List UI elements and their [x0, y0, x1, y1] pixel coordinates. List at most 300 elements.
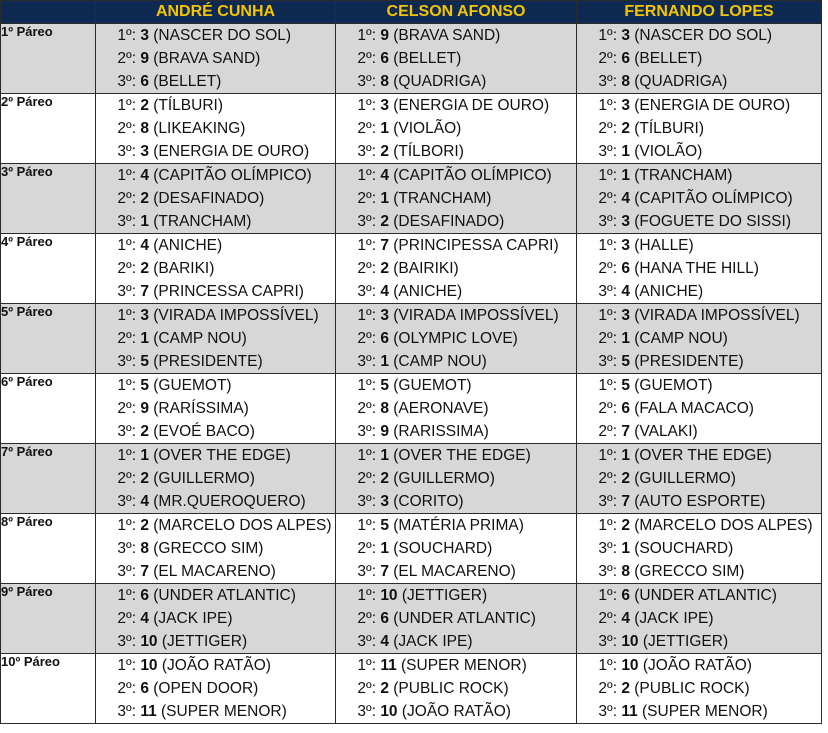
horse-number: 2: [140, 423, 149, 440]
tipster-picks-cell: [577, 514, 822, 584]
horse-name: (EL MACARENO): [393, 563, 516, 580]
pick-position: 1º:: [598, 97, 617, 114]
pick-line: [336, 467, 576, 490]
tipster-picks-cell: [336, 24, 577, 94]
horse-number: 11: [140, 703, 157, 720]
pick-line: [577, 420, 821, 443]
race-label: 9º Páreo: [1, 584, 96, 654]
pick-line: [96, 490, 335, 513]
horse-name: (QUADRIGA): [393, 73, 487, 90]
pick-line: [336, 560, 576, 583]
pick-line: [336, 94, 576, 117]
races-body: [1, 24, 822, 724]
horse-number: 2: [140, 470, 149, 487]
horse-name: (DESAFINADO): [393, 213, 505, 230]
race-row: [1, 654, 822, 724]
horse-number: 9: [140, 50, 149, 67]
pick-line: [336, 117, 576, 140]
pick-position: 1º:: [357, 27, 376, 44]
pick-line: [577, 187, 821, 210]
horse-name: (CAPITÃO OLÍMPICO): [153, 167, 312, 184]
pick-line: [577, 467, 821, 490]
horse-name: (TRANCHAM): [393, 190, 492, 207]
pick-line: [336, 397, 576, 420]
tipster-picks-cell: [577, 304, 822, 374]
pick-line: [336, 537, 576, 560]
horse-name: (NASCER DO SOL): [153, 27, 292, 44]
race-label: 2º Páreo: [1, 94, 96, 164]
race-label: 3º Páreo: [1, 164, 96, 234]
pick-position: 2º:: [598, 50, 617, 67]
horse-name: (MATÉRIA PRIMA): [393, 517, 524, 534]
horse-number: 1: [140, 213, 149, 230]
horse-name: (OVER THE EDGE): [634, 447, 772, 464]
horse-number: 8: [621, 73, 630, 90]
horse-number: 9: [140, 400, 149, 417]
horse-name: (JOÃO RATÃO): [161, 657, 271, 674]
horse-name: (TÍLBURI): [153, 97, 223, 114]
horse-number: 5: [140, 377, 149, 394]
race-label: 5º Páreo: [1, 304, 96, 374]
pick-position: 1º:: [357, 237, 376, 254]
horse-name: (VIRADA IMPOSSÍVEL): [634, 307, 800, 324]
pick-line: [577, 70, 821, 93]
pick-position: 2º:: [357, 680, 376, 697]
pick-line: [336, 164, 576, 187]
race-row: [1, 304, 822, 374]
tipster-picks-cell: [336, 514, 577, 584]
horse-name: (AUTO ESPORTE): [634, 493, 766, 510]
horse-name: (JOÃO RATÃO): [401, 703, 511, 720]
horse-number: 3: [621, 97, 630, 114]
horse-number: 10: [140, 633, 158, 650]
pick-line: [577, 210, 821, 233]
horse-name: (JOÃO RATÃO): [642, 657, 752, 674]
tipster-picks-cell: [96, 164, 336, 234]
pick-position: 1º:: [357, 97, 376, 114]
pick-position: 3º:: [357, 73, 376, 90]
pick-position: 2º:: [117, 120, 136, 137]
horse-name: (CAMP NOU): [393, 353, 487, 370]
horse-name: (BELLET): [153, 73, 222, 90]
pick-position: 2º:: [117, 680, 136, 697]
horse-number: 1: [140, 330, 149, 347]
pick-position: 2º:: [357, 120, 376, 137]
race-row: [1, 374, 822, 444]
pick-position: 3º:: [598, 73, 617, 90]
pick-position: 1º:: [117, 587, 136, 604]
tipster-picks-cell: [96, 374, 336, 444]
horse-number: 3: [621, 307, 630, 324]
horse-name: (SOUCHARD): [393, 540, 493, 557]
race-label: 6º Páreo: [1, 374, 96, 444]
horse-number: 7: [140, 563, 149, 580]
horse-name: (BELLET): [393, 50, 462, 67]
horse-number: 2: [380, 680, 389, 697]
pick-position: 1º:: [598, 377, 617, 394]
tipster-picks-cell: [96, 444, 336, 514]
pick-line: [336, 700, 576, 723]
horse-number: 1: [380, 190, 389, 207]
tipster-picks-cell: [336, 304, 577, 374]
horse-name: (FALA MACACO): [634, 400, 754, 417]
pick-position: 2º:: [357, 610, 376, 627]
horse-number: 1: [140, 447, 149, 464]
pick-line: [577, 560, 821, 583]
pick-line: [577, 140, 821, 163]
tipster-picks-cell: [336, 444, 577, 514]
horse-name: (MR.QUEROQUERO): [153, 493, 306, 510]
pick-line: [96, 304, 335, 327]
pick-line: [577, 490, 821, 513]
pick-position: 2º:: [357, 50, 376, 67]
pick-position: 1º:: [357, 657, 376, 674]
horse-number: 1: [380, 120, 389, 137]
horse-name: (FOGUETE DO SISSI): [634, 213, 791, 230]
pick-line: [577, 24, 821, 47]
pick-position: 1º:: [357, 587, 376, 604]
pick-position: 3º:: [117, 563, 136, 580]
pick-position: 2º:: [117, 50, 136, 67]
pick-line: [96, 584, 335, 607]
pick-line: [336, 677, 576, 700]
pick-position: 2º:: [117, 610, 136, 627]
pick-position: 2º:: [357, 330, 376, 347]
header-fernando-lopes: FERNANDO LOPES: [577, 1, 822, 24]
pick-line: [577, 47, 821, 70]
pick-position: 3º:: [117, 540, 136, 557]
horse-number: 5: [140, 353, 149, 370]
pick-position: 2º:: [357, 260, 376, 277]
horse-name: (AERONAVE): [393, 400, 489, 417]
pick-line: [336, 420, 576, 443]
horse-name: (SOUCHARD): [634, 540, 734, 557]
pick-position: 1º:: [598, 657, 617, 674]
horse-number: 9: [380, 423, 389, 440]
horse-number: 5: [380, 377, 389, 394]
pick-line: [577, 677, 821, 700]
horse-name: (VIRADA IMPOSSÍVEL): [393, 307, 559, 324]
horse-number: 2: [380, 470, 389, 487]
horse-number: 2: [380, 143, 389, 160]
pick-line: [577, 94, 821, 117]
pick-position: 3º:: [598, 563, 617, 580]
horse-number: 4: [140, 237, 149, 254]
horse-name: (CAPITÃO OLÍMPICO): [393, 167, 552, 184]
pick-position: 1º:: [117, 377, 136, 394]
horse-name: (TRANCHAM): [153, 213, 252, 230]
pick-line: [336, 187, 576, 210]
pick-position: 1º:: [117, 97, 136, 114]
pick-line: [577, 117, 821, 140]
horse-name: (RARISSIMA): [393, 423, 489, 440]
pick-line: [96, 187, 335, 210]
horse-number: 3: [380, 97, 389, 114]
horse-number: 5: [621, 353, 630, 370]
horse-name: (JACK IPE): [393, 633, 473, 650]
pick-position: 3º:: [357, 353, 376, 370]
pick-position: 3º:: [117, 73, 136, 90]
pick-line: [96, 327, 335, 350]
horse-name: (JETTIGER): [161, 633, 248, 650]
horse-name: (GUEMOT): [634, 377, 713, 394]
horse-number: 2: [621, 680, 630, 697]
pick-position: 3º:: [357, 703, 376, 720]
horse-number: 6: [380, 50, 389, 67]
race-row: [1, 584, 822, 654]
horse-name: (ENERGIA DE OURO): [634, 97, 791, 114]
pick-position: 3º:: [357, 493, 376, 510]
pick-position: 1º:: [598, 27, 617, 44]
pick-line: [577, 374, 821, 397]
tipster-picks-cell: [336, 374, 577, 444]
pick-line: [96, 700, 335, 723]
pick-line: [96, 537, 335, 560]
horse-number: 4: [140, 493, 149, 510]
pick-line: [336, 350, 576, 373]
tipster-picks-cell: [577, 94, 822, 164]
pick-line: [577, 654, 821, 677]
horse-name: (ENERGIA DE OURO): [393, 97, 550, 114]
pick-position: 3º:: [598, 633, 617, 650]
horse-number: 8: [140, 120, 149, 137]
pick-line: [96, 654, 335, 677]
pick-position: 1º:: [117, 27, 136, 44]
horse-number: 2: [140, 97, 149, 114]
horse-number: 2: [140, 517, 149, 534]
pick-line: [336, 630, 576, 653]
pick-line: [96, 70, 335, 93]
horse-name: (BELLET): [634, 50, 703, 67]
tipster-picks-cell: [577, 374, 822, 444]
pick-position: 3º:: [117, 213, 136, 230]
pick-position: 2º:: [598, 400, 617, 417]
horse-number: 3: [621, 27, 630, 44]
pick-position: 3º:: [598, 283, 617, 300]
pick-line: [336, 607, 576, 630]
pick-line: [96, 444, 335, 467]
pick-line: [96, 374, 335, 397]
pick-line: [336, 24, 576, 47]
horse-number: 7: [380, 563, 389, 580]
pick-line: [577, 444, 821, 467]
race-label: 10º Páreo: [1, 654, 96, 724]
pick-line: [336, 584, 576, 607]
pick-line: [336, 327, 576, 350]
horse-name: (LIKEAKING): [153, 120, 246, 137]
race-row: [1, 164, 822, 234]
horse-name: (BRAVA SAND): [393, 27, 501, 44]
pick-position: 3º:: [357, 563, 376, 580]
pick-line: [577, 537, 821, 560]
horse-number: 3: [380, 493, 389, 510]
horse-number: 5: [621, 377, 630, 394]
horse-name: (VALAKI): [634, 423, 698, 440]
horse-number: 8: [621, 563, 630, 580]
pick-position: 2º:: [598, 423, 617, 440]
horse-name: (OPEN DOOR): [153, 680, 259, 697]
pick-line: [96, 140, 335, 163]
pick-line: [336, 280, 576, 303]
horse-name: (BAIRIKI): [393, 260, 459, 277]
pick-position: 3º:: [357, 423, 376, 440]
horse-number: 1: [621, 540, 630, 557]
horse-number: 11: [380, 657, 397, 674]
horse-number: 4: [380, 167, 389, 184]
pick-line: [336, 140, 576, 163]
pick-position: 2º:: [598, 190, 617, 207]
horse-name: (DESAFINADO): [153, 190, 265, 207]
horse-name: (OVER THE EDGE): [393, 447, 531, 464]
horse-name: (CAMP NOU): [153, 330, 247, 347]
horse-number: 2: [621, 470, 630, 487]
tipster-picks-cell: [577, 584, 822, 654]
pick-line: [96, 677, 335, 700]
pick-line: [96, 607, 335, 630]
horse-number: 2: [380, 213, 389, 230]
pick-line: [336, 47, 576, 70]
pick-position: 3º:: [598, 493, 617, 510]
horse-name: (ANICHE): [634, 283, 704, 300]
horse-number: 3: [140, 143, 149, 160]
horse-name: (HANA THE HILL): [634, 260, 759, 277]
pick-position: 2º:: [357, 190, 376, 207]
horse-name: (RARÍSSIMA): [153, 400, 249, 417]
pick-line: [336, 444, 576, 467]
horse-name: (QUADRIGA): [634, 73, 728, 90]
horse-number: 6: [380, 330, 389, 347]
tipster-picks-cell: [336, 164, 577, 234]
tipster-picks-cell: [577, 164, 822, 234]
pick-line: [336, 374, 576, 397]
horse-number: 6: [380, 610, 389, 627]
race-label: 1º Páreo: [1, 24, 96, 94]
horse-name: (GUILLERMO): [153, 470, 255, 487]
pick-line: [577, 397, 821, 420]
horse-name: (JETTIGER): [642, 633, 729, 650]
horse-name: (PUBLIC ROCK): [634, 680, 750, 697]
horse-number: 3: [140, 27, 149, 44]
tipster-picks-cell: [336, 234, 577, 304]
pick-line: [577, 257, 821, 280]
pick-position: 2º:: [598, 470, 617, 487]
horse-name: (MARCELO DOS ALPES): [634, 517, 813, 534]
horse-number: 6: [621, 50, 630, 67]
race-row: [1, 234, 822, 304]
pick-position: 2º:: [117, 260, 136, 277]
horse-name: (PRESIDENTE): [634, 353, 744, 370]
horse-number: 4: [380, 633, 389, 650]
pick-position: 3º:: [598, 213, 617, 230]
horse-name: (PRESIDENTE): [153, 353, 263, 370]
pick-line: [336, 70, 576, 93]
tipster-picks-cell: [577, 24, 822, 94]
horse-number: 1: [380, 353, 389, 370]
horse-name: (JACK IPE): [634, 610, 714, 627]
horse-name: (SUPER MENOR): [642, 703, 768, 720]
pick-position: 3º:: [357, 633, 376, 650]
horse-name: (GRECCO SIM): [634, 563, 745, 580]
horse-name: (TRANCHAM): [634, 167, 733, 184]
pick-position: 3º:: [598, 540, 617, 557]
horse-number: 7: [140, 283, 149, 300]
horse-number: 4: [621, 283, 630, 300]
pick-position: 3º:: [357, 143, 376, 160]
pick-position: 3º:: [357, 213, 376, 230]
horse-name: (VIOLÃO): [393, 120, 462, 137]
horse-number: 11: [621, 703, 638, 720]
pick-position: 1º:: [117, 517, 136, 534]
pick-position: 2º:: [598, 330, 617, 347]
horse-name: (ENERGIA DE OURO): [153, 143, 310, 160]
horse-name: (OVER THE EDGE): [153, 447, 291, 464]
pick-position: 1º:: [598, 447, 617, 464]
horse-number: 1: [621, 330, 630, 347]
horse-name: (OLYMPIC LOVE): [393, 330, 518, 347]
pick-line: [577, 350, 821, 373]
pick-line: [336, 210, 576, 233]
horse-name: (GUILLERMO): [634, 470, 736, 487]
pick-position: 1º:: [598, 167, 617, 184]
pick-line: [96, 467, 335, 490]
tipster-picks-cell: [577, 234, 822, 304]
horse-name: (UNDER ATLANTIC): [634, 587, 777, 604]
horse-number: 2: [621, 120, 630, 137]
race-label: 7º Páreo: [1, 444, 96, 514]
horse-name: (BRAVA SAND): [153, 50, 261, 67]
pick-position: 1º:: [357, 517, 376, 534]
tipster-picks-cell: [336, 654, 577, 724]
horse-name: (UNDER ATLANTIC): [393, 610, 536, 627]
horse-name: (MARCELO DOS ALPES): [153, 517, 332, 534]
pick-position: 1º:: [598, 517, 617, 534]
horse-number: 8: [140, 540, 149, 557]
pick-position: 2º:: [357, 470, 376, 487]
horse-number: 10: [380, 587, 398, 604]
pick-position: 2º:: [117, 330, 136, 347]
horse-number: 4: [621, 190, 630, 207]
pick-position: 1º:: [598, 237, 617, 254]
horse-number: 2: [621, 517, 630, 534]
horse-name: (PRINCESSA CAPRI): [153, 283, 304, 300]
pick-line: [577, 630, 821, 653]
horse-number: 7: [621, 423, 630, 440]
header-andre-cunha: ANDRÉ CUNHA: [96, 1, 336, 24]
horse-number: 6: [140, 73, 149, 90]
pick-position: 1º:: [357, 447, 376, 464]
horse-number: 3: [140, 307, 149, 324]
pick-position: 2º:: [598, 260, 617, 277]
horse-number: 4: [140, 610, 149, 627]
pick-line: [96, 94, 335, 117]
horse-name: (TÍLBURI): [634, 120, 704, 137]
horse-number: 1: [380, 540, 389, 557]
horse-number: 4: [621, 610, 630, 627]
header-blank-cell: [1, 1, 96, 24]
pick-line: [96, 280, 335, 303]
pick-line: [577, 607, 821, 630]
header-celson-afonso: CELSON AFONSO: [336, 1, 577, 24]
pick-position: 3º:: [117, 493, 136, 510]
horse-number: 10: [621, 633, 639, 650]
pick-line: [577, 700, 821, 723]
horse-number: 10: [621, 657, 639, 674]
horse-name: (HALLE): [634, 237, 694, 254]
horse-name: (GUEMOT): [393, 377, 472, 394]
pick-line: [577, 584, 821, 607]
horse-number: 6: [621, 400, 630, 417]
horse-name: (UNDER ATLANTIC): [153, 587, 296, 604]
